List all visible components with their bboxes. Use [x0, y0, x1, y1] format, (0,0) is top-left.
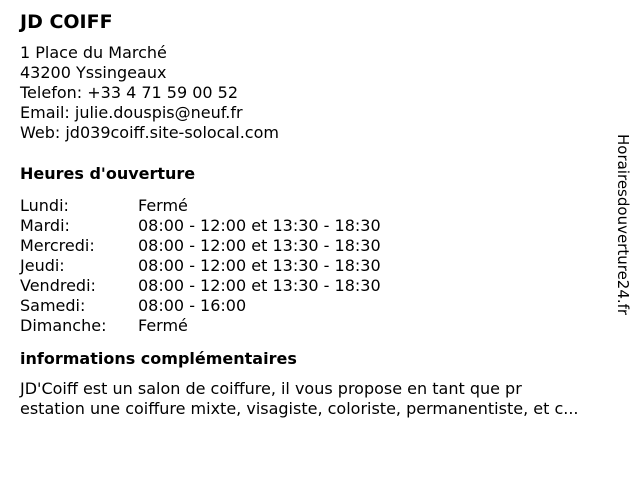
business-card: [20, 10, 620, 419]
day-hours: 08:00 - 12:00 et 13:30 - 18:30: [138, 216, 381, 235]
day-label: Mardi:: [20, 216, 70, 235]
business-name: JD COIFF: [20, 11, 113, 33]
hours-row-wednesday: [20, 236, 620, 256]
opening-hours-table: [20, 196, 620, 336]
day-label: Mercredi:: [20, 236, 95, 255]
hours-row-saturday: [20, 296, 620, 316]
hours-row-monday: [20, 196, 620, 216]
phone-number: Telefon: +33 4 71 59 00 52: [20, 83, 239, 102]
day-hours: Fermé: [138, 316, 188, 335]
hours-row-thursday: [20, 256, 620, 276]
email-address: Email: julie.douspis@neuf.fr: [20, 103, 243, 122]
info-line: JD'Coiff est un salon de coiffure, il vous propose en tant que pr: [20, 379, 522, 398]
website: Web: jd039coiff.site-solocal.com: [20, 123, 279, 142]
info-heading: informations complémentaires: [20, 349, 297, 368]
day-hours: 08:00 - 16:00: [138, 296, 247, 315]
day-label: Dimanche:: [20, 316, 107, 335]
address-street: 1 Place du Marché: [20, 43, 167, 62]
day-label: Jeudi:: [20, 256, 65, 275]
day-hours: Fermé: [138, 196, 188, 215]
day-label: Samedi:: [20, 296, 86, 315]
hours-row-friday: [20, 276, 620, 296]
day-hours: 08:00 - 12:00 et 13:30 - 18:30: [138, 256, 381, 275]
day-label: Vendredi:: [20, 276, 96, 295]
contact-block: [20, 43, 620, 143]
hours-row-tuesday: [20, 216, 620, 236]
hours-heading: Heures d'ouverture: [20, 164, 196, 183]
info-description: [20, 379, 630, 419]
site-watermark: Horairesdouverture24.fr: [614, 134, 632, 316]
day-hours: 08:00 - 12:00 et 13:30 - 18:30: [138, 276, 381, 295]
info-line: estation une coiffure mixte, visagiste, coloriste, permanentiste, et c...: [20, 399, 579, 418]
day-label: Lundi:: [20, 196, 69, 215]
hours-row-sunday: [20, 316, 620, 336]
address-city: 43200 Yssingeaux: [20, 63, 167, 82]
day-hours: 08:00 - 12:00 et 13:30 - 18:30: [138, 236, 381, 255]
